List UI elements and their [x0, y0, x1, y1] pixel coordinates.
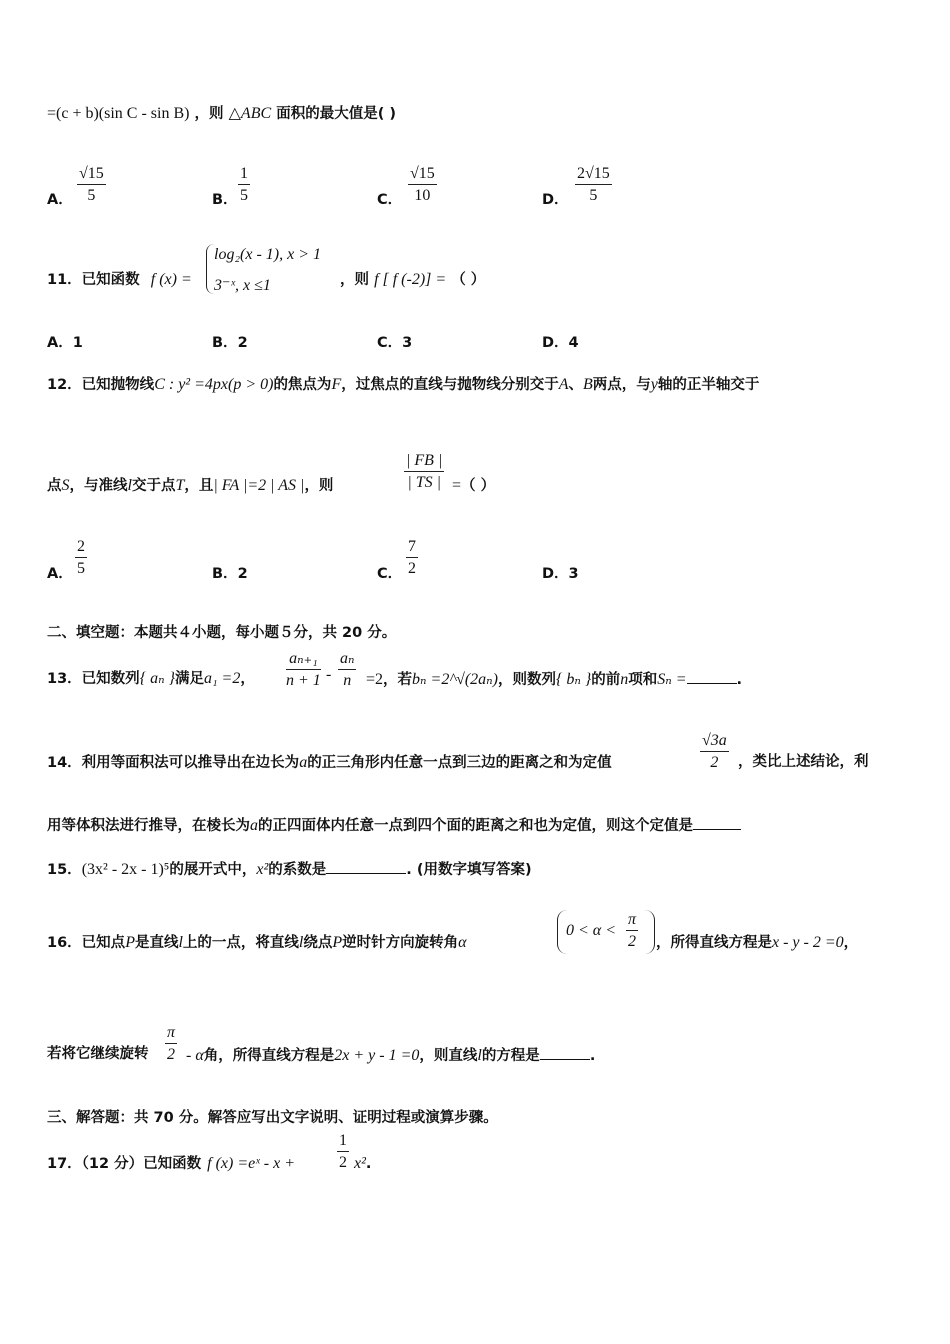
q15-expr: (3x² - 2x - 1)⁵ — [81, 861, 170, 878]
q11-case1: log₂(x - 1), x > 1 — [214, 246, 321, 263]
q12-option-b: B．2 — [212, 566, 248, 582]
q11-paren: （ ） — [451, 272, 486, 288]
q12-number: 12．已知抛物线 — [47, 377, 155, 393]
q13-answer-blank[interactable] — [687, 671, 737, 684]
q10-line — [47, 106, 396, 122]
q16-line1: 16．已知点P是直线l上的一点，将直线l绕点P逆时针方向旋转角α — [47, 934, 467, 951]
q13-frac2: $\frac{\text{aₙ}}{n}$ — [340, 650, 355, 689]
q16-pi-over-2: $\frac{\pi}{2}$ — [628, 911, 637, 950]
q16-pi-over-2-b: $\frac{\pi}{2}$ — [167, 1024, 176, 1063]
q11-expr: f [ f (-2)] = — [374, 271, 447, 288]
q14-line2: 用等体积法进行推导，在棱长为a的正四面体内任意一点到四个面的距离之和也为定值，则这个定值是 — [47, 817, 741, 834]
q12-curve: C : y² =4px(p > 0) — [154, 376, 274, 393]
q11-option-b: B．2 — [212, 335, 248, 351]
q11-option-a: A．1 — [47, 335, 83, 351]
q10-option-a-label: A． — [47, 192, 73, 208]
q15-answer-blank[interactable] — [326, 861, 406, 874]
q11-tail: ，则 f [ f (-2)] = （ ） — [340, 271, 486, 288]
q10-condition: =(c + b)(sin C - sin B) — [47, 105, 190, 122]
q16-answer-blank[interactable] — [540, 1047, 590, 1060]
q11-case2: 3⁻ˣ, x ≤1 — [214, 277, 271, 294]
q12-option-c: $\frac{7}{2}$ — [408, 538, 416, 577]
q11-option-d: D．4 — [542, 335, 579, 351]
q13-frac1: $\frac{\text{aₙ₊₁}}{n + 1}$ — [286, 650, 321, 689]
q12-tail: =（ ） — [452, 477, 496, 494]
q10-option-d-label: D． — [542, 192, 569, 208]
q14-line1: 14．利用等面积法可以推导出在边长为a的正三角形内任意一点到三边的距离之和为定值 — [47, 754, 612, 771]
q12-ratio: $\frac{| FB |}{| TS |}$ — [406, 452, 443, 491]
q16-line2: 若将它继续旋转 — [47, 1046, 149, 1062]
q13-minus: - — [326, 666, 332, 683]
q10-option-b-label: B． — [212, 192, 238, 208]
section-2-heading: 二、填空题：本题共４小题，每小题５分，共 20 分。 — [47, 625, 397, 641]
q16-line1-tail: ，所得直线方程是x - y - 2 =0， — [656, 934, 859, 951]
q10-option-c-label: C． — [377, 192, 403, 208]
q14-constant: $\frac{√3a}{2}$ — [702, 732, 727, 771]
q12-line1: 12．已知抛物线C : y² =4px(p > 0)的焦点为F，过焦点的直线与抛物线分别交于A、B两点，与y轴的正半轴交于 — [47, 376, 760, 393]
q14-line1-tail: ，类比上述结论，利 — [738, 754, 869, 770]
q15-line: 15．(3x² - 2x - 1)⁵的展开式中，x²的系数是 . (用数字填写答案) — [47, 861, 532, 878]
q12-option-a-label: A． — [47, 566, 73, 582]
q10-triangle: △ABC — [228, 105, 272, 122]
q12-option-d: D．3 — [542, 566, 579, 582]
q11-number: 11．已知函数 — [47, 272, 140, 288]
q10-option-c: $\frac{√15}{10}$ — [410, 165, 435, 204]
q12-option-c-label: C． — [377, 566, 403, 582]
q12-option-a: $\frac{2}{5}$ — [77, 538, 85, 577]
q10-tail: 面积的最大值是( ) — [276, 106, 397, 122]
q16-range: 0 < α < — [566, 922, 616, 939]
q10-option-b: $\frac{1}{5}$ — [240, 165, 248, 204]
q11-line — [47, 272, 192, 288]
q17-line: 17．（12 分）已知函数 f (x) =eˣ - x + — [47, 1155, 295, 1172]
q17-half: $\frac{1}{2}$ — [339, 1132, 347, 1171]
q14-answer-blank[interactable] — [693, 817, 741, 830]
section-3-heading: 三、解答题：共 70 分。解答应写出文字说明、证明过程或演算步骤。 — [47, 1110, 498, 1126]
q10-option-a: $\frac{√15}{5}$ — [79, 165, 104, 204]
q13-line: 13．已知数列{ aₙ }满足a₁ =2， — [47, 670, 255, 687]
q10-text: ，则 — [194, 106, 224, 122]
q13-tail: =2，若bₙ =2^√(2aₙ)，则数列{ bₙ }的前n项和Sₙ = . — [366, 671, 743, 688]
q17-tail: x². — [354, 1155, 372, 1172]
q10-option-d: $\frac{2√15}{5}$ — [577, 165, 610, 204]
q12-line2: 点S，与准线l交于点T，且| FA |=2 | AS |，则 — [47, 477, 334, 494]
q16-line2-tail: - α角，所得直线方程是2x + y - 1 =0，则直线l的方程是 . — [186, 1047, 596, 1064]
q12-condition: | FA |=2 | AS | — [213, 477, 305, 494]
q11-fx: f (x) = — [150, 271, 192, 288]
q11-option-c: C．3 — [377, 335, 413, 351]
